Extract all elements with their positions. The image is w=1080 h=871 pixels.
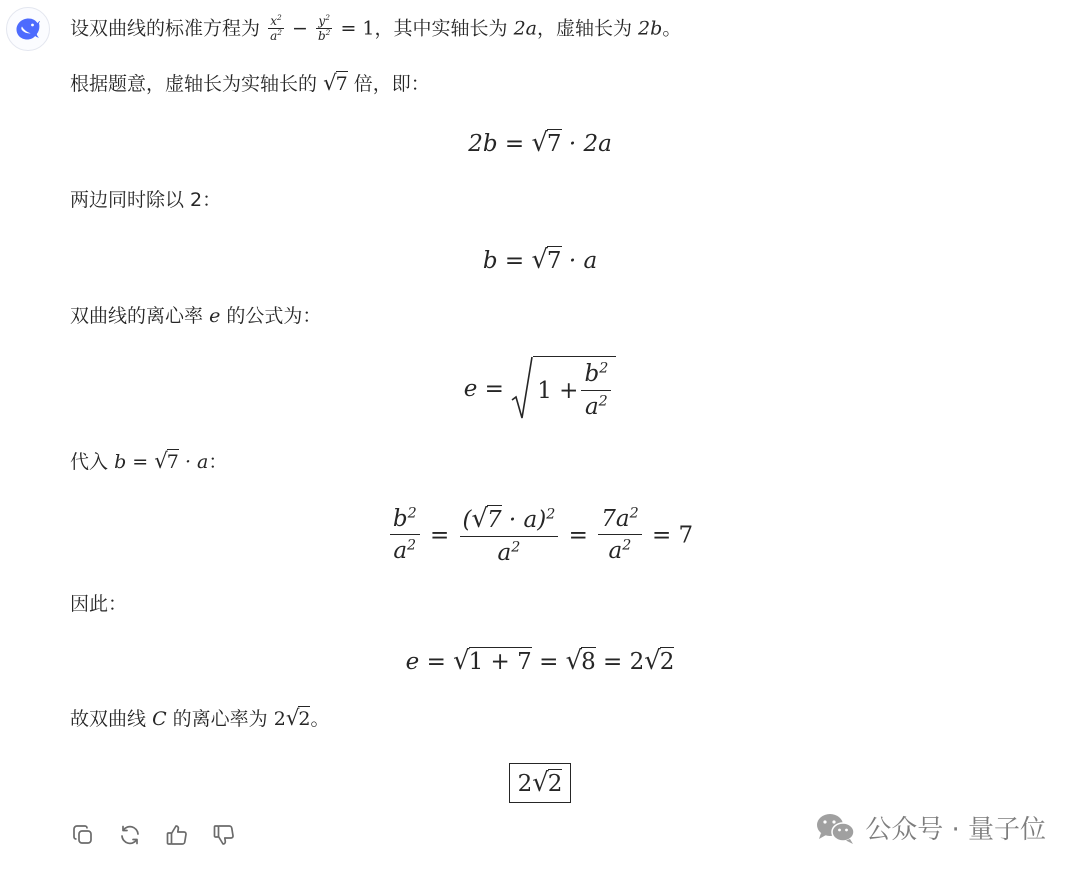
frac2-num-exp: 2 [325,13,330,22]
answer-radicand: 2 [547,771,563,797]
eq5-left: e = [405,649,446,675]
formula-prefix: 双曲线的离心率 [70,305,204,327]
equals-sign: = [568,522,588,549]
eq2-radicand: 7 [546,248,562,274]
eq5-radicand-2: 8 [581,649,596,675]
intro-line [70,14,681,44]
f1-den-exp: 2 [407,537,417,554]
b2-over-a2-fraction [581,360,611,422]
intro-end: 。 [662,17,682,40]
conclusion-coef: 2 [273,708,286,730]
sqrt-symbol: √ [644,646,661,676]
thumbs-down-icon [212,823,236,847]
formula-suffix: 的公式为： [226,305,322,327]
frac1-num-exp: 2 [277,13,282,22]
y-over-b-fraction [316,14,332,44]
equation-ratio [0,503,1080,568]
f1-num-exp: 2 [407,505,417,522]
frac1-den-exp: 2 [277,28,282,38]
watermark-text: 公众号 · 量子位 [865,815,1046,845]
conclusion-mid: 的离心率为 [172,708,268,730]
minus-sign: − [292,17,308,40]
sqrt-radicand: 7 [335,73,348,95]
imaginary-axis-length: 2b [638,17,663,40]
substitute-line [70,449,227,475]
f2-radicand: 7 [486,507,502,533]
intro-prefix: 设双曲线的标准方程为 [70,17,261,40]
like-button[interactable] [164,822,190,848]
f3-den: a [608,538,623,565]
regenerate-icon [118,823,142,847]
sqrt-symbol: √ [531,245,548,275]
paren-close: · a) [508,507,547,533]
f2-num-exp: 2 [546,506,556,523]
f1-den: a [393,538,408,565]
divide-line: 两边同时除以 2： [70,189,222,211]
intro-mid: ，其中实轴长为 [374,17,508,40]
dislike-button[interactable] [211,822,237,848]
final-answer [0,763,1080,803]
radical-sign-icon [511,356,533,422]
eq3-den: a [584,394,599,420]
assistant-avatar [6,7,50,51]
eq3-num-exp: 2 [599,360,609,377]
big-sqrt [511,356,616,422]
equation-b-in-a [0,245,1080,275]
sqrt-symbol: √ [471,504,488,534]
eq2-left: b = [482,248,525,274]
copy-icon [71,823,95,847]
big-sqrt-radicand [533,356,616,422]
answer-box [509,763,572,803]
therefore-line: 因此： [70,593,128,615]
condition-line [70,71,430,97]
sqrt-symbol: √ [531,128,548,158]
paren-open: ( [462,507,472,533]
substitute-prefix: 代入 [70,451,109,473]
conclusion-prefix: 故双曲线 [70,708,147,730]
f1-num: b [392,505,408,532]
substitute-right: · a [184,451,209,473]
ratio-fraction-3 [598,505,641,567]
eq2-right: · a [568,248,598,274]
ratio-result: = 7 [651,522,694,549]
sqrt-symbol: √ [453,646,470,676]
f3-num: 7a [601,505,630,532]
copy-button[interactable] [70,822,96,848]
sqrt-symbol: √ [154,449,168,474]
frac2-num: y [318,14,326,28]
substitute-radicand: 7 [166,451,179,473]
intro-mid2: ，虚轴长为 [536,17,632,40]
substitute-suffix: ： [208,451,228,473]
equation-eccentricity-value [0,646,1080,676]
equation-axis-relation [0,128,1080,158]
eq3-num: b [584,361,600,388]
ratio-fraction-2 [460,503,559,568]
condition-prefix: 根据题意，虚轴长为实轴长的 [70,73,318,95]
thumbs-up-icon [165,823,189,847]
regenerate-button[interactable] [117,822,143,848]
ratio-fraction-1 [390,505,420,567]
equals-one: = 1 [340,17,375,40]
conclusion-line [70,706,329,732]
eq1-right: · 2a [568,131,612,157]
eq5-radicand-3: 2 [659,649,675,675]
f2-den-exp: 2 [511,539,521,556]
curve-name: C [152,708,167,730]
sqrt-symbol: √ [532,768,549,798]
frac2-den: b [317,29,326,44]
eccentricity-var: e [209,305,221,327]
watermark [815,809,1046,846]
x-over-a-fraction [268,14,284,44]
conclusion-radicand: 2 [298,708,311,730]
condition-suffix: 倍，即： [353,73,430,95]
frac1-den: a [270,29,278,44]
sqrt-symbol: √ [285,706,300,731]
conclusion-end: 。 [310,708,330,730]
f2-den: a [497,540,512,567]
eq5-equals-two: = 2 [603,649,645,675]
eq5-radicand-1: 1 + 7 [468,649,532,675]
f3-den-exp: 2 [622,537,632,554]
frac2-den-exp: 2 [325,28,331,38]
eq1-radicand: 7 [546,131,562,157]
substitute-left: b = [114,451,149,473]
eq1-left: 2b = [468,131,525,157]
sqrt-symbol: √ [323,71,337,96]
eccentricity-formula-line [70,303,321,329]
message-actions [70,822,237,848]
eq5-equals: = [539,649,559,675]
wechat-icon [815,811,857,845]
answer-coef: 2 [517,771,533,797]
sqrt-symbol: √ [565,646,583,676]
equation-eccentricity-formula [0,356,1080,422]
frac1-num: x [270,14,278,28]
eq3-den-exp: 2 [598,393,608,410]
f3-num-exp: 2 [629,505,639,522]
eq3-left: e = [463,376,504,402]
one-plus: 1 + [537,378,579,404]
equals-sign: = [429,522,450,549]
real-axis-length: 2a [513,17,537,40]
whale-logo-icon [14,17,42,41]
